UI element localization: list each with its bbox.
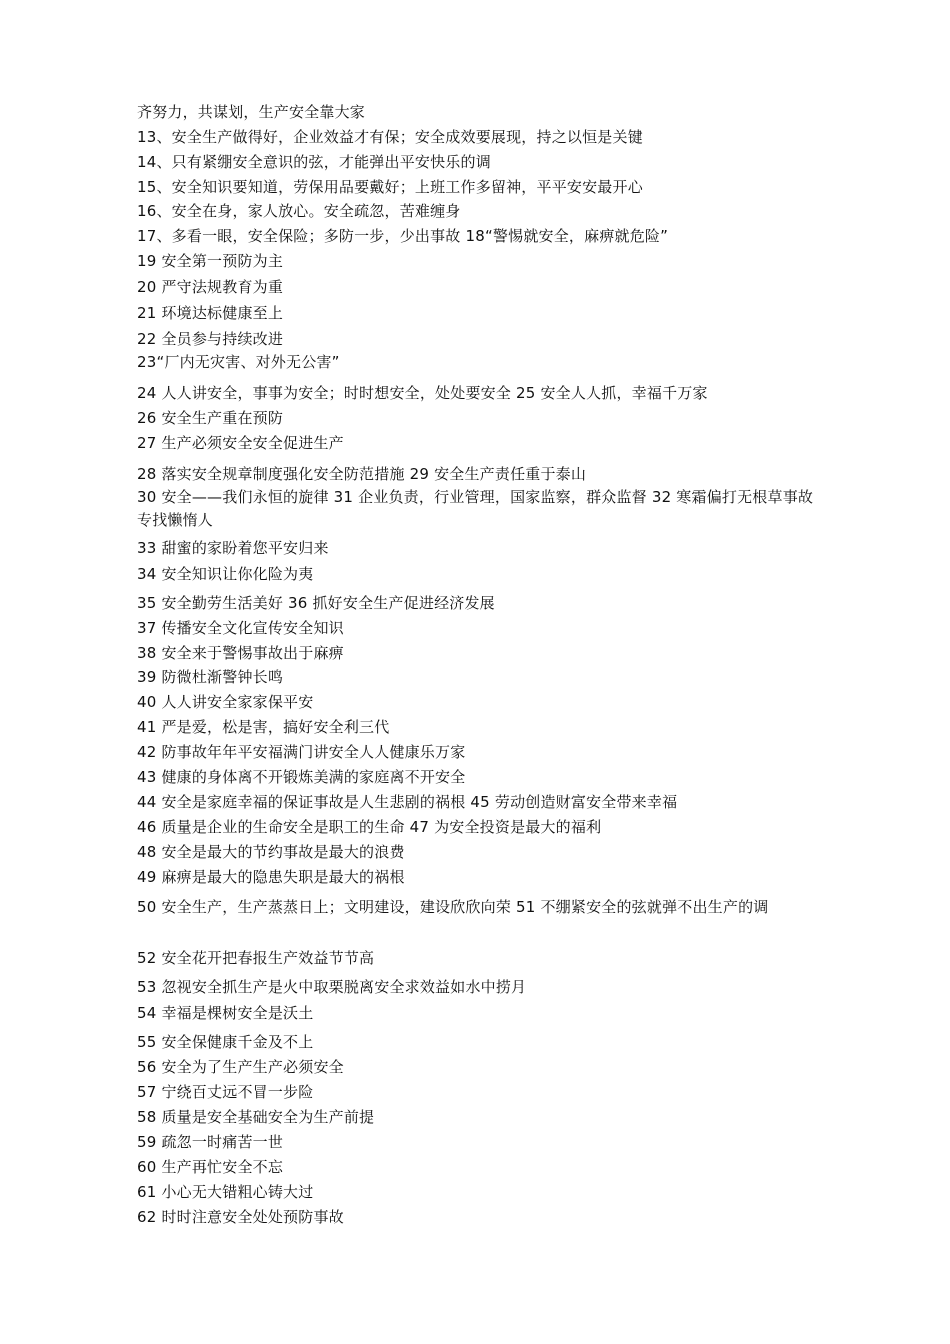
text-line: 46 质量是企业的生命安全是职工的生命 47 为安全投资是最大的福利: [137, 818, 602, 836]
text-line: 27 生产必须安全安全促进生产: [137, 434, 344, 452]
text-line: 56 安全为了生产生产必须安全: [137, 1058, 344, 1076]
text-line: 50 安全生产，生产蒸蒸日上；文明建设，建设欣欣向荣 51 不绷紧安全的弦就弹不出生产的调: [137, 898, 769, 916]
text-line: 28 落实安全规章制度强化安全防范措施 29 安全生产责任重于泰山: [137, 465, 587, 483]
text-line: 19 安全第一预防为主: [137, 252, 284, 270]
text-line: 21 环境达标健康至上: [137, 304, 284, 322]
text-line: 43 健康的身体离不开锻炼美满的家庭离不开安全: [137, 768, 466, 786]
text-line: 13、安全生产做得好，企业效益才有保；安全成效要展现，持之以恒是关键: [137, 128, 643, 146]
text-line: 48 安全是最大的节约事故是最大的浪费: [137, 843, 405, 861]
text-line: 24 人人讲安全，事事为安全；时时想安全，处处要安全 25 安全人人抓，幸福千万家: [137, 384, 708, 402]
text-line: 55 安全保健康千金及不上: [137, 1033, 314, 1051]
text-line: 54 幸福是棵树安全是沃土: [137, 1004, 314, 1022]
text-line: 59 疏忽一时痛苦一世: [137, 1133, 284, 1151]
text-line: 35 安全勤劳生活美好 36 抓好安全生产促进经济发展: [137, 594, 495, 612]
text-line: 30 安全——我们永恒的旋律 31 企业负责，行业管理，国家监察，群众监督 32 寒霜偏打无根草事故专找懒惰人: [137, 488, 814, 529]
text-line: 40 人人讲安全家家保平安: [137, 693, 314, 711]
text-line: 34 安全知识让你化险为夷: [137, 565, 314, 583]
text-line: 42 防事故年年平安福满门讲安全人人健康乐万家: [137, 743, 466, 761]
text-line: 16、安全在身，家人放心。安全疏忽，苦难缠身: [137, 202, 461, 220]
text-line: 58 质量是安全基础安全为生产前提: [137, 1108, 375, 1126]
text-line: 37 传播安全文化宣传安全知识: [137, 619, 344, 637]
text-line: 17、多看一眼，安全保险；多防一步，少出事故 18“警惕就安全，麻痹就危险”: [137, 227, 669, 245]
text-line: 52 安全花开把春报生产效益节节高: [137, 949, 375, 967]
text-line: 44 安全是家庭幸福的保证事故是人生悲剧的祸根 45 劳动创造财富安全带来幸福: [137, 793, 678, 811]
text-line: 53 忽视安全抓生产是火中取栗脱离安全求效益如水中捞月: [137, 978, 527, 996]
text-line: 62 时时注意安全处处预防事故: [137, 1208, 344, 1226]
text-line: 49 麻痹是最大的隐患失职是最大的祸根: [137, 868, 405, 886]
text-line: 39 防微杜渐警钟长鸣: [137, 668, 284, 686]
text-line: 22 全员参与持续改进: [137, 330, 284, 348]
text-line: 齐努力，共谋划，生产安全靠大家: [137, 103, 366, 121]
text-line: 57 宁绕百丈远不冒一步险: [137, 1083, 314, 1101]
text-line: 20 严守法规教育为重: [137, 278, 284, 296]
text-line: 26 安全生产重在预防: [137, 409, 284, 427]
text-line: 61 小心无大错粗心铸大过: [137, 1183, 314, 1201]
text-line: 23“厂内无灾害、对外无公害”: [137, 353, 340, 371]
text-line: 41 严是爱，松是害，搞好安全利三代: [137, 718, 390, 736]
text-line: 38 安全来于警惕事故出于麻痹: [137, 644, 344, 662]
text-line: 15、安全知识要知道，劳保用品要戴好；上班工作多留神，平平安安最开心: [137, 178, 643, 196]
text-line: 33 甜蜜的家盼着您平安归来: [137, 539, 329, 557]
text-line: 14、只有紧绷安全意识的弦，才能弹出平安快乐的调: [137, 153, 491, 171]
text-line: 60 生产再忙安全不忘: [137, 1158, 284, 1176]
